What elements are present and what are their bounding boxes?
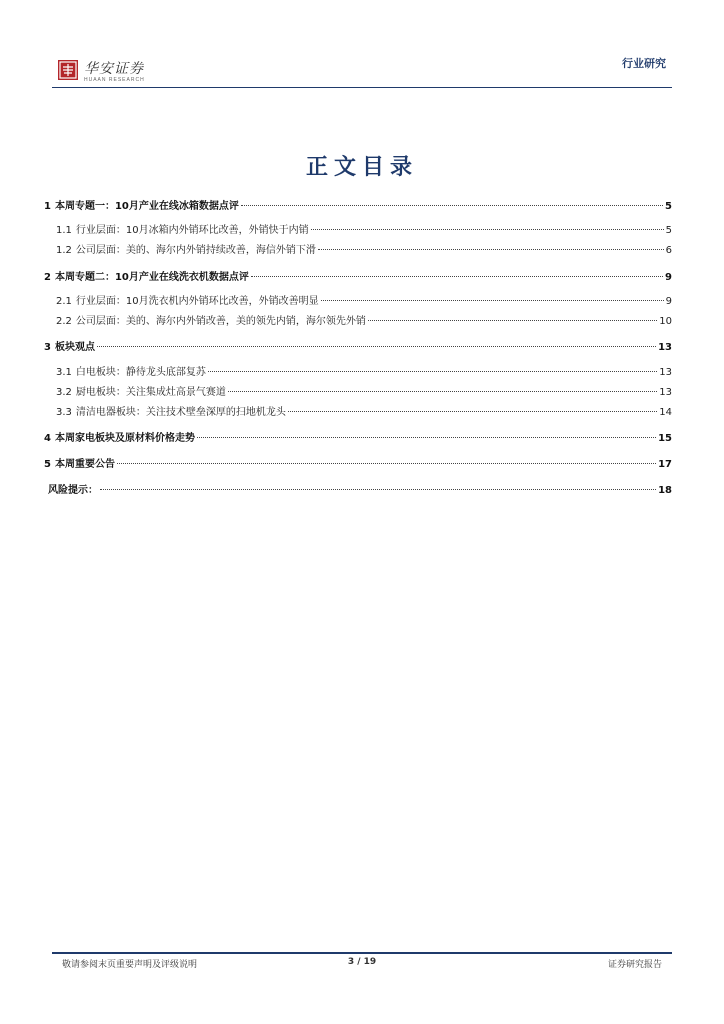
toc-entry-title: 本周专题二：10月产业在线洗衣机数据点评: [54, 272, 249, 283]
toc-entry[interactable]: [44, 222, 672, 240]
page-footer: [62, 957, 662, 971]
toc-entry-number: 2: [44, 272, 51, 283]
toc-entry-number: 4: [44, 433, 51, 444]
huaan-logo-icon: [58, 60, 78, 80]
toc-entry-page: 10: [659, 316, 672, 327]
toc-entry-page: 14: [659, 407, 672, 418]
toc-entry-title: 厨电板块：关注集成灶高景气赛道: [75, 387, 226, 398]
toc-entry[interactable]: [44, 384, 672, 402]
toc-leader: [197, 437, 656, 438]
toc-entry-page: 5: [665, 201, 672, 212]
toc-entry[interactable]: [44, 313, 672, 331]
toc-entry[interactable]: [44, 456, 672, 474]
toc-entry-number: 3: [44, 342, 51, 353]
toc-entry-page: 9: [665, 296, 672, 307]
toc-entry-title: 公司层面：美的、海尔内外销改善，美的领先内销，海尔领先外销: [75, 316, 366, 327]
toc-entry-number: 1: [44, 201, 51, 212]
page-header: [0, 0, 724, 90]
toc-entry-page: 17: [658, 459, 672, 470]
toc-entry-page: 9: [665, 272, 672, 283]
toc-entry[interactable]: [44, 339, 672, 357]
footer-divider: [52, 952, 672, 954]
toc-entry-title: 风险提示：: [48, 485, 98, 496]
toc-leader: [321, 300, 664, 301]
toc-title: 正文目录: [305, 155, 418, 180]
toc-leader: [311, 229, 664, 230]
toc-leader: [208, 371, 657, 372]
toc-entry-page: 13: [659, 387, 672, 398]
toc-entry-number: 3.1: [56, 367, 72, 378]
toc-leader: [251, 276, 663, 277]
toc-entry[interactable]: [44, 482, 672, 500]
toc-leader: [241, 205, 663, 206]
toc-entry[interactable]: [44, 364, 672, 382]
toc-entry[interactable]: [44, 242, 672, 260]
logo-text: 华安证券: [84, 61, 144, 77]
toc-leader: [117, 463, 656, 464]
toc-entry-number: 1.2: [56, 245, 72, 256]
toc-entry[interactable]: [44, 269, 672, 287]
toc-entry-page: 5: [665, 225, 672, 236]
toc-leader: [100, 489, 656, 490]
toc-entry-number: 3.2: [56, 387, 72, 398]
toc-entry-title: 行业层面：10月洗衣机内外销环比改善，外销改善明显: [75, 296, 319, 307]
toc-entry-page: 13: [658, 342, 672, 353]
report-type-label: 行业研究: [622, 57, 666, 70]
footer-report-label: 证券研究报告: [607, 960, 662, 970]
toc-entry-title: 本周重要公告: [54, 459, 115, 470]
toc-entry[interactable]: [44, 293, 672, 311]
toc-leader: [318, 249, 664, 250]
page-number: 3 / 19: [347, 957, 377, 967]
toc-entry[interactable]: [44, 404, 672, 422]
toc-entry[interactable]: [44, 430, 672, 448]
toc-entry-number: 1.1: [56, 225, 72, 236]
toc-leader: [368, 320, 657, 321]
logo-subtitle: HUAAN RESEARCH: [84, 77, 145, 83]
toc-entry-page: 18: [658, 485, 672, 496]
toc-entry[interactable]: [44, 198, 672, 216]
toc-leader: [228, 391, 657, 392]
toc-entry-page: 15: [658, 433, 672, 444]
toc-entry-title: 白电板块：静待龙头底部复苏: [75, 367, 206, 378]
toc-entry-title: 本周家电板块及原材料价格走势: [54, 433, 195, 444]
toc-entry-page: 6: [665, 245, 672, 256]
toc-entry-number: 3.3: [56, 407, 72, 418]
toc-entry-number: 2.2: [56, 316, 72, 327]
toc-entry-title: 公司层面：美的、海尔内外销持续改善，海信外销下滑: [75, 245, 316, 256]
toc-leader: [97, 346, 656, 347]
toc-entry-title: 清洁电器板块：关注技术壁垒深厚的扫地机龙头: [75, 407, 286, 418]
toc-entry-page: 13: [659, 367, 672, 378]
toc-entry-title: 本周专题一：10月产业在线冰箱数据点评: [54, 201, 239, 212]
toc-entry-number: 2.1: [56, 296, 72, 307]
toc-entry-title: 行业层面：10月冰箱内外销环比改善，外销快于内销: [75, 225, 309, 236]
toc-entry-number: 5: [44, 459, 51, 470]
toc-entry-title: 板块观点: [54, 342, 95, 353]
footer-disclaimer: 敬请参阅末页重要声明及评级说明: [62, 960, 198, 970]
toc-leader: [288, 411, 657, 412]
header-divider: [52, 87, 672, 88]
